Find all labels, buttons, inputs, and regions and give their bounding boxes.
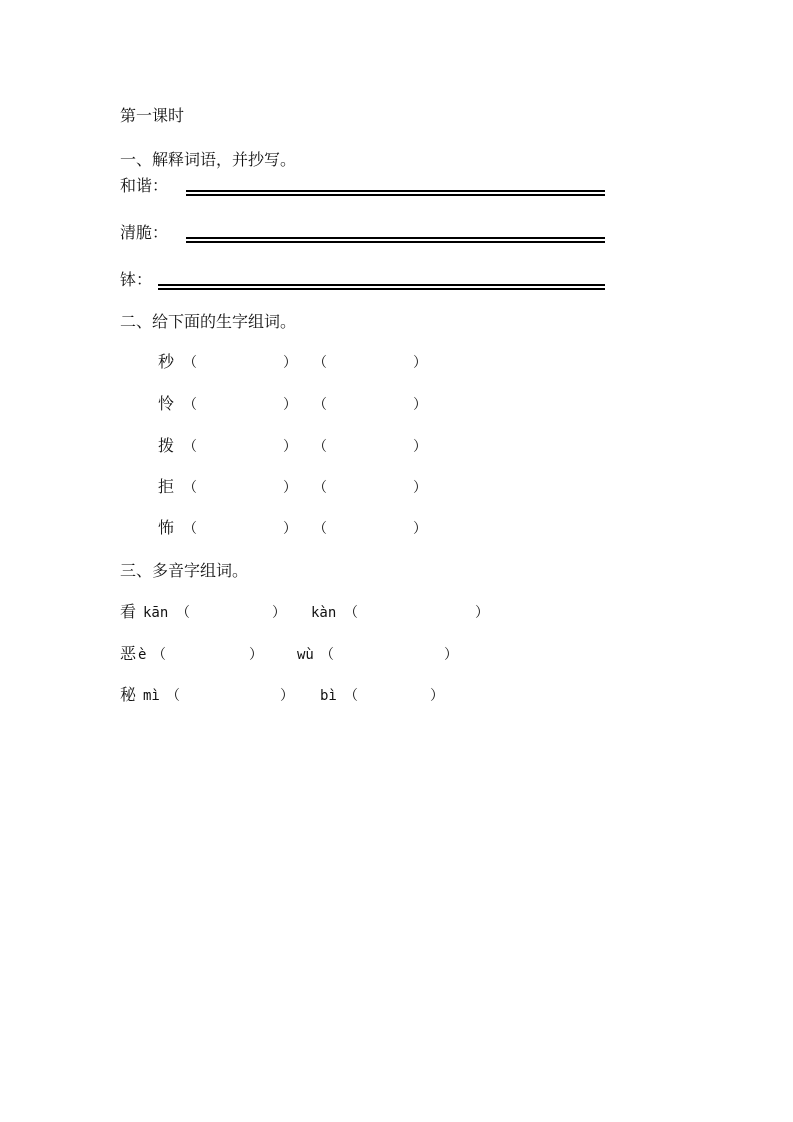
paren-close: ） (413, 397, 427, 413)
word-row (0, 352, 793, 374)
paren-close: ） (475, 605, 489, 621)
paren-close: ） (283, 397, 297, 413)
char: 秘 (120, 685, 137, 704)
answer-line-hexie[interactable] (186, 190, 605, 196)
paren-open: （ (176, 605, 190, 621)
pinyin-2: bì (320, 688, 337, 704)
polyphone-row (0, 644, 793, 666)
pinyin-2: wù (297, 647, 314, 663)
paren-close: ） (272, 605, 286, 621)
paren-close: ） (280, 688, 294, 704)
word-row (0, 518, 793, 540)
section3-heading: 三、多音字组词。 (120, 561, 249, 580)
paren-open: （ (313, 397, 327, 413)
char: 秒 (158, 352, 175, 371)
paren-close: ） (283, 521, 297, 537)
char: 拒 (158, 477, 175, 496)
paren-open: （ (152, 647, 166, 663)
paren-close: ） (283, 480, 297, 496)
paren-open: （ (313, 480, 327, 496)
paren-open: （ (183, 439, 197, 455)
answer-line-bo[interactable] (158, 284, 605, 290)
section1-heading: 一、解释词语，并抄写。 (120, 150, 297, 169)
paren-open: （ (183, 355, 197, 371)
paren-open: （ (313, 355, 327, 371)
pinyin-1: mì (143, 688, 160, 704)
paren-close: ） (413, 480, 427, 496)
paren-close: ） (283, 439, 297, 455)
char: 怜 (158, 394, 175, 413)
char: 拨 (158, 436, 175, 455)
word-row (0, 436, 793, 458)
pinyin-1: kān (143, 605, 169, 621)
paren-close: ） (249, 647, 263, 663)
paren-open: （ (313, 521, 327, 537)
paren-open: （ (344, 605, 358, 621)
term-label-hexie: 和谐： (120, 176, 169, 195)
char: 怖 (158, 518, 175, 537)
section2-heading: 二、给下面的生字组词。 (120, 312, 297, 331)
polyphone-row (0, 685, 793, 707)
paren-close: ） (444, 647, 458, 663)
word-row (0, 394, 793, 416)
paren-open: （ (320, 647, 334, 663)
page-title: 第一课时 (120, 106, 185, 125)
paren-open: （ (166, 688, 180, 704)
term-label-qingcui: 清脆： (120, 223, 169, 242)
char: 看 (120, 602, 137, 621)
paren-close: ） (413, 439, 427, 455)
paren-close: ） (413, 355, 427, 371)
pinyin-2: kàn (311, 605, 337, 621)
word-row (0, 477, 793, 499)
paren-close: ） (413, 521, 427, 537)
term-label-bo: 钵： (120, 270, 153, 289)
paren-close: ） (430, 688, 444, 704)
paren-open: （ (183, 480, 197, 496)
paren-open: （ (344, 688, 358, 704)
char: 恶 (120, 644, 137, 663)
answer-line-qingcui[interactable] (186, 237, 605, 243)
paren-open: （ (183, 397, 197, 413)
pinyin-1: è (138, 647, 147, 663)
paren-open: （ (183, 521, 197, 537)
polyphone-row (0, 602, 793, 624)
paren-open: （ (313, 439, 327, 455)
paren-close: ） (283, 355, 297, 371)
